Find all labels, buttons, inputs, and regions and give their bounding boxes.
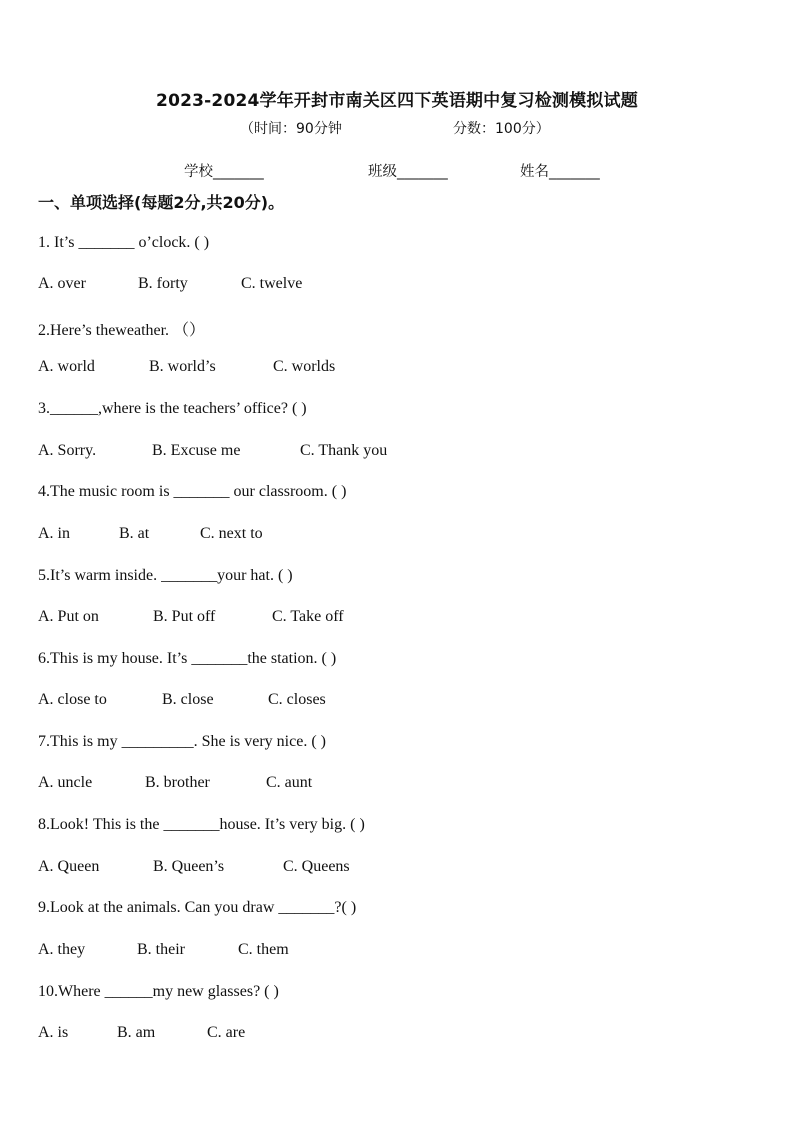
class-field: 班级_______ bbox=[368, 164, 448, 180]
question: 2.Here’s theweather. （） bbox=[38, 322, 206, 339]
option: B. Queen’s bbox=[153, 858, 225, 875]
option: B. world’s bbox=[149, 358, 216, 375]
option: C. are bbox=[207, 1024, 246, 1041]
question: 10.Where ______my new glasses? ( ) bbox=[38, 983, 279, 1000]
option: C. closes bbox=[268, 691, 326, 708]
option: C. aunt bbox=[266, 774, 313, 791]
exam-score: 分数：100分） bbox=[453, 121, 550, 137]
option: A. is bbox=[38, 1024, 69, 1041]
option: C. worlds bbox=[273, 358, 336, 375]
option: B. forty bbox=[138, 275, 188, 292]
option: A. Sorry. bbox=[38, 442, 97, 459]
option: A. they bbox=[38, 941, 86, 958]
option: B. at bbox=[119, 525, 150, 542]
option: B. am bbox=[117, 1024, 156, 1041]
option: B. brother bbox=[145, 774, 210, 791]
option: C. twelve bbox=[241, 275, 303, 292]
option: A. in bbox=[38, 525, 70, 542]
option: C. them bbox=[238, 941, 289, 958]
option: A. uncle bbox=[38, 774, 93, 791]
school-field: 学校_______ bbox=[184, 164, 264, 180]
question: 1. It’s _______ o’clock. ( ) bbox=[38, 234, 210, 251]
name-field: 姓名_______ bbox=[520, 164, 600, 180]
option: B. their bbox=[137, 941, 185, 958]
exam-time: （时间：90分钟 bbox=[240, 121, 342, 137]
option: B. close bbox=[162, 691, 214, 708]
option: A. over bbox=[38, 275, 86, 292]
exam-title: 2023-2024学年开封市南关区四下英语期中复习检测模拟试题 bbox=[156, 91, 638, 111]
question: 8.Look! This is the _______house. It’s very big. ( ) bbox=[38, 816, 365, 833]
option: A. Queen bbox=[38, 858, 100, 875]
option: A. close to bbox=[38, 691, 107, 708]
option: C. Take off bbox=[272, 608, 344, 625]
option: C. Queens bbox=[283, 858, 350, 875]
question: 7.This is my _________. She is very nice. ( ) bbox=[38, 733, 326, 750]
option: B. Put off bbox=[153, 608, 216, 625]
question: 3.______,where is the teachers’ office? ( ) bbox=[38, 400, 307, 417]
section-heading: 一、单项选择(每题2分,共20分)。 bbox=[38, 193, 285, 212]
option: A. Put on bbox=[38, 608, 99, 625]
option: A. world bbox=[38, 358, 95, 375]
question: 4.The music room is _______ our classroom. ( ) bbox=[38, 483, 347, 500]
option: C. next to bbox=[200, 525, 263, 542]
question: 9.Look at the animals. Can you draw _______?( ) bbox=[38, 899, 357, 916]
question: 5.It’s warm inside. _______your hat. ( ) bbox=[38, 567, 293, 584]
question: 6.This is my house. It’s _______the station. ( ) bbox=[38, 650, 337, 667]
option: B. Excuse me bbox=[152, 442, 241, 459]
option: C. Thank you bbox=[300, 442, 388, 459]
